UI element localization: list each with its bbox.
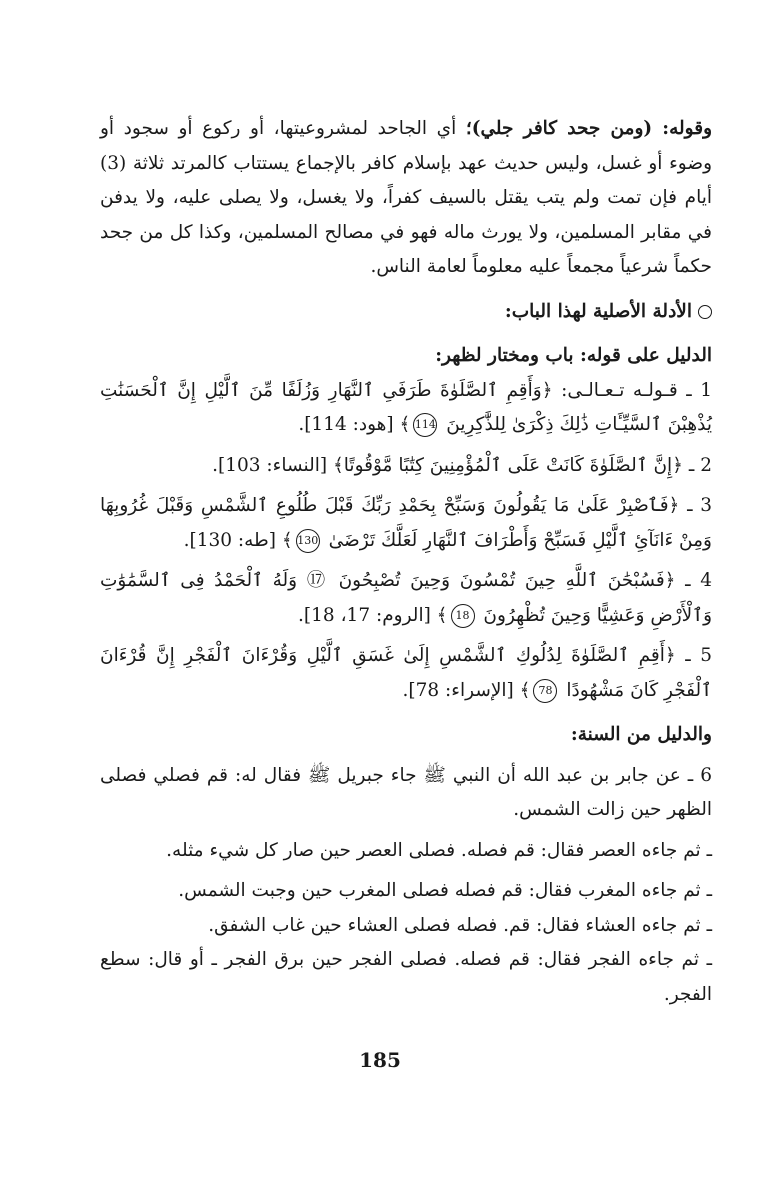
ayah-number-icon: 114	[413, 413, 437, 437]
ayah-number-icon: 130	[296, 529, 320, 553]
intro-lead: وقوله: (ومن جحد كافر جلي)؛	[465, 118, 713, 139]
verse-2: 2 ـ ﴿إِنَّ ٱلصَّلَوٰةَ كَانَتْ عَلَى ٱلْمُؤْمِنِينَ كِتَٰبًا مَّوْقُوتًا﴾ [النساء: 103].	[212, 454, 712, 476]
verse-5: 5 ـ ﴿أَقِمِ ٱلصَّلَوٰةَ لِدُلُوكِ ٱلشَّمْسِ إِلَىٰ غَسَقِ ٱلَّيْلِ وَقُرْءَانَ ٱلْفَجْرِ إِنَّ قُرْءَانَ ٱلْفَجْرِ كَانَ مَشْهُودًا 78﴾ [الإسراء: 78].	[100, 645, 713, 701]
verse-3: 3 ـ ﴿فَٱصْبِرْ عَلَىٰ مَا يَقُولُونَ وَسَبِّحْ بِحَمْدِ رَبِّكَ قَبْلَ طُلُوعِ ٱلشَّمْسِ وَقَبْلَ غُرُوبِهَا وَمِنْ ءَانَآئِ ٱلَّيْلِ فَسَبِّحْ وَأَطْرَافَ ٱلنَّهَارِ لَعَلَّكَ تَرْضَىٰ 130﴾ [طه: 130].	[100, 495, 712, 551]
ayah-number-icon: 18	[451, 604, 475, 628]
sunnah-heading: والدليل من السنة:	[570, 724, 712, 745]
hadith-paragraph: ـ ثم جاءه العصر فقال: قم فصله. فصلى العصر حين صار كل شيء مثله.	[166, 839, 712, 861]
hadith-paragraph: ـ ثم جاءه المغرب فقال: قم فصله فصلى المغرب حين وجبت الشمس.	[178, 880, 712, 901]
hadith-paragraph: ـ ثم جاءه الفجر فقال: قم فصله. فصلى الفجر حين برق الفجر ـ أو قال: سطع الفجر.	[100, 949, 712, 1005]
hadith-paragraph: ـ ثم جاءه العشاء فقال: قم. فصله فصلى العشاء حين غاب الشفق.	[208, 914, 712, 936]
evidence-heading: الأدلة الأصلية لهذا الباب:	[100, 295, 712, 330]
intro-paragraph	[100, 112, 712, 285]
verse-1: 1 ـ قـولـه تـعـالـى: ﴿وَأَقِمِ ٱلصَّلَوٰةَ طَرَفَىِ ٱلنَّهَارِ وَزُلَفًا مِّنَ ٱلَّيْلِ إِنَّ ٱلْحَسَنَٰتِ يُذْهِبْنَ ٱلسَّيِّـَٔاتِ ذَٰلِكَ ذِكْرَىٰ لِلذَّٰكِرِينَ 114﴾ [هود: 114].	[100, 379, 712, 435]
text-block	[100, 112, 712, 1012]
verse-4: 4 ـ ﴿فَسُبْحَٰنَ ٱللَّهِ حِينَ تُمْسُونَ وَحِينَ تُصْبِحُونَ ⑰ وَلَهُ ٱلْحَمْدُ فِى ٱلسَّمَٰوَٰتِ وَٱلْأَرْضِ وَعَشِيًّا وَحِينَ تُظْهِرُونَ 18﴾ [الروم: 17، 18].	[100, 570, 712, 626]
quran-heading: الدليل على قوله: باب ومختار لظهر:	[435, 345, 712, 366]
hadith-paragraph: 6 ـ عن جابر بن عبد الله أن النبي ﷺ جاء جبريل ﷺ فقال له: قم فصلي فصلى الظهر حين زالت الشمس.	[100, 764, 712, 820]
intro-body: أي الجاحد لمشروعيتها، أو ركوع أو سجود أو وضوء أو غسل، وليس حديث عهد بإسلام كافر بالإجماع يستتاب كالمرتد ثلاثة (3) أيام فإن تمت ولم يتب يقتل بالسيف كفراً، ولا يغسل، ولا يصلى عليه، ولا يدفن في مقابر المسلمين، ولا يورث ماله فهو في مصالح المسلمين، وكذا كل من جحد حكماً شرعياً مجمعاً عليه معلوماً لعامة الناس.	[100, 118, 712, 277]
circle-bullet-icon	[698, 305, 712, 319]
ayah-number-icon: 78	[533, 679, 557, 703]
page-number: 185	[359, 1048, 401, 1072]
